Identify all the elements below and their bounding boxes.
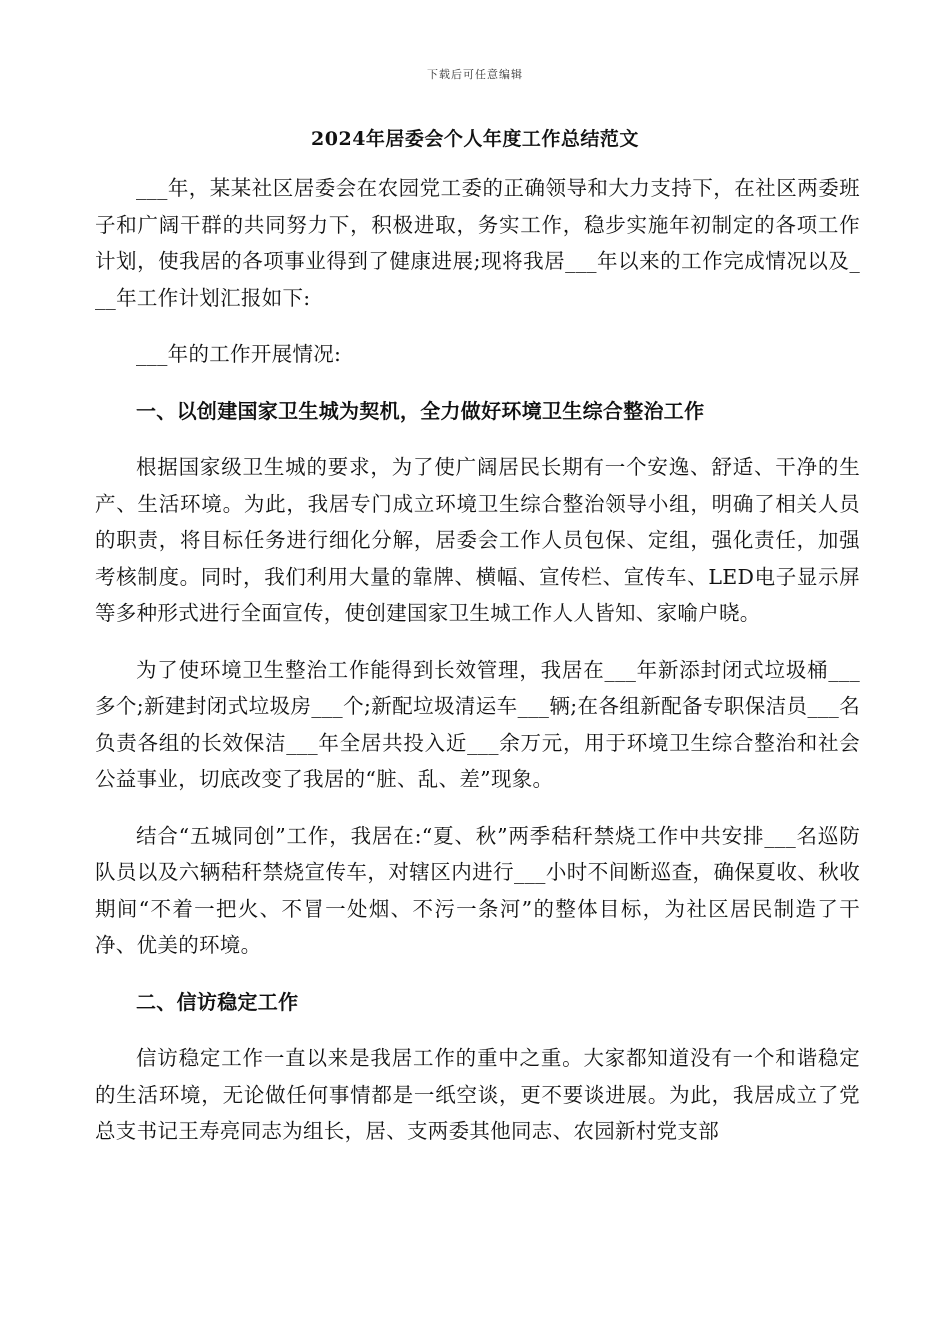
document-body	[95, 170, 860, 1170]
paragraph-sanitation-1: 根据国家级卫生城的要求，为了使广阔居民长期有一个安逸、舒适、干净的生产、生活环境。为此，我居专门成立环境卫生综合整治领导小组，明确了相关人员的职责，将目标任务进行细化分解，居委会工作人员包保、定组，强化责任，加强考核制度。同时，我们利用大量的靠牌、横幅、宣传栏、宣传车、LED电子显示屏等多种形式进行全面宣传，使创建国家卫生城工作人人皆知、家喻户晓。	[95, 455, 860, 625]
paragraph-overview: ___年的工作开展情况:	[136, 342, 342, 366]
paragraph-petition: 信访稳定工作一直以来是我居工作的重中之重。大家都知道没有一个和谐稳定的生活环境，无论做任何事情都是一纸空谈，更不要谈进展。为此，我居成立了党总支书记王寿亮同志为组长，居、支两委其他同志、农园新村党支部	[95, 1046, 860, 1143]
section-heading-1: 一、以创建国家卫生城为契机，全力做好环境卫生综合整治工作	[136, 398, 705, 423]
document-title: 2024年居委会个人年度工作总结范文	[311, 128, 639, 150]
paragraph-sanitation-2: 为了使环境卫生整治工作能得到长效管理，我居在___年新添封闭式垃圾桶___多个;新建封闭式垃圾房___个;新配垃圾清运车___辆;在各组新配备专职保洁员___名负责各组的长效保洁___年全居共投入近___余万元，用于环境卫生综合整治和社会公益事业，切底改变了我居的“脏、乱、差”现象。	[95, 657, 860, 791]
header-note: 下载后可任意编辑	[427, 68, 523, 81]
paragraph-sanitation-3: 结合“五城同创”工作，我居在:“夏、秋”两季秸秆禁烧工作中共安排___名巡防队员以及六辆秸秆禁烧宣传车，对辖区内进行___小时不间断巡查，确保夏收、秋收期间“不着一把火、不冒一处烟、不污一条河”的整体目标，为社区居民制造了干净、优美的环境。	[95, 823, 860, 957]
section-heading-2: 二、信访稳定工作	[136, 989, 299, 1014]
paragraph-intro: ___年，某某社区居委会在农园党工委的正确领导和大力支持下，在社区两委班子和广阔干群的共同努力下，积极进取，务实工作，稳步实施年初制定的各项工作计划，使我居的各项事业得到了健康进展;现将我居___年以来的工作完成情况以及___年工作计划汇报如下:	[95, 176, 860, 310]
